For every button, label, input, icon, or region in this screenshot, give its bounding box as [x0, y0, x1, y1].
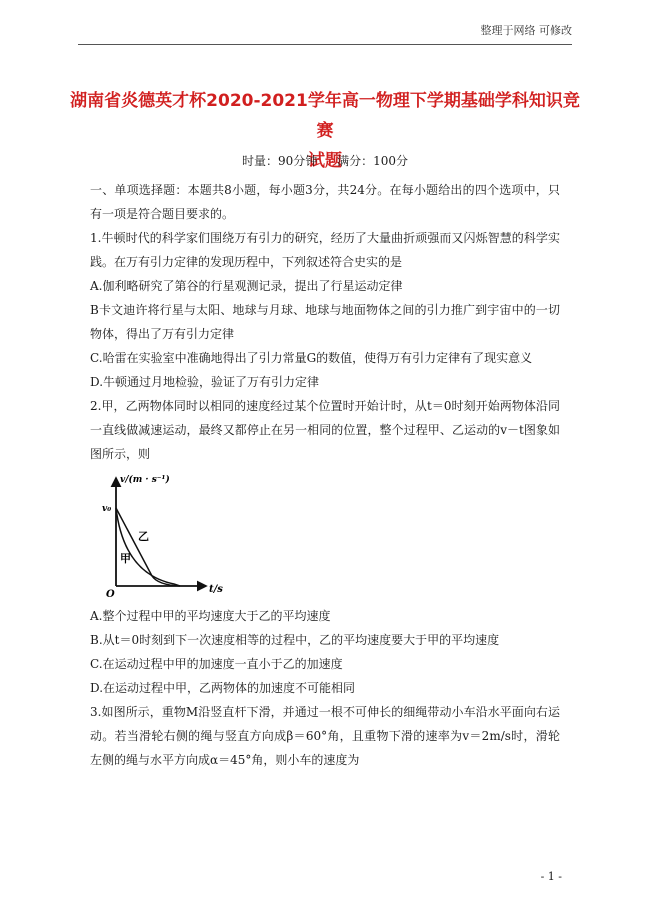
- q1-option-c: C.哈雷在实验室中准确地得出了引力常量G的数值，使得万有引力定律有了现实意义: [90, 351, 533, 365]
- header-rule: [78, 44, 572, 45]
- page-number: - 1 -: [540, 870, 562, 883]
- header-note: 整理于网络 可修改: [480, 24, 572, 37]
- q2-option-c: C.在运动过程中甲的加速度一直小于乙的加速度: [90, 657, 343, 671]
- q1-option-b: B卡文迪许将行星与太阳、地球与月球、地球与地面物体之间的引力推广到宇宙中的一切物体，得出了万有引力定律: [90, 303, 560, 341]
- section1-intro: 一、单项选择题：本题共8小题，每小题3分，共24分。在每小题给出的四个选项中，只有一项是符合题目要求的。: [90, 183, 560, 221]
- y-axis-label: v/(m · s⁻¹): [120, 475, 170, 485]
- exam-score: 满分：100分: [337, 154, 408, 168]
- curve-yi-label: 乙: [138, 530, 149, 543]
- title-line-1: 湖南省炎德英才杯2020-2021学年高一物理下学期基础学科知识竞赛: [70, 91, 580, 141]
- curve-yi: [116, 508, 180, 586]
- q2-option-a: A.整个过程中甲的平均速度大于乙的平均速度: [90, 609, 331, 623]
- exam-meta: [0, 152, 650, 169]
- v0-label: v₀: [102, 504, 112, 514]
- q1-option-a: A.伽利略研究了第谷的行星观测记录，提出了行星运动定律: [90, 279, 403, 293]
- q2-stem: 2.甲，乙两物体同时以相同的速度经过某个位置时开始计时，从t＝0时刻开始两物体沿同一直线做减速运动，最终又都停止在另一相同的位置，整个过程甲、乙运动的v－t图象如图所示，则: [90, 399, 560, 461]
- exam-content: [90, 178, 560, 772]
- q2-vt-graph: [90, 470, 560, 598]
- origin-label: O: [106, 589, 115, 598]
- q2-option-b: B.从t＝0时刻到下一次速度相等的过程中，乙的平均速度要大于甲的平均速度: [90, 633, 500, 647]
- exam-time: 时量：90分钟: [241, 154, 318, 168]
- q3-stem: 3.如图所示，重物M沿竖直杆下滑，并通过一根不可伸长的细绳带动小车沿水平面向右运动。若当滑轮右侧的绳与竖直方向成β＝60°角，且重物下滑的速率为v＝2m/s时，滑轮左侧的绳与水平方向成α＝45°角，则小车的速度为: [90, 705, 560, 767]
- q1-stem: 1.牛顿时代的科学家们围绕万有引力的研究，经历了大量曲折顽强而又闪烁智慧的科学实践。在万有引力定律的发现历程中，下列叙述符合史实的是: [90, 231, 560, 269]
- curve-jia-label: 甲: [120, 552, 131, 565]
- title-line-2: 试题: [308, 151, 342, 171]
- curve-jia: [116, 508, 180, 586]
- x-axis-label: t/s: [209, 584, 223, 595]
- q2-option-d: D.在运动过程中甲，乙两物体的加速度不可能相同: [90, 681, 356, 695]
- q1-option-d: D.牛顿通过月地检验，验证了万有引力定律: [90, 375, 320, 389]
- vt-graph-svg: [98, 470, 248, 598]
